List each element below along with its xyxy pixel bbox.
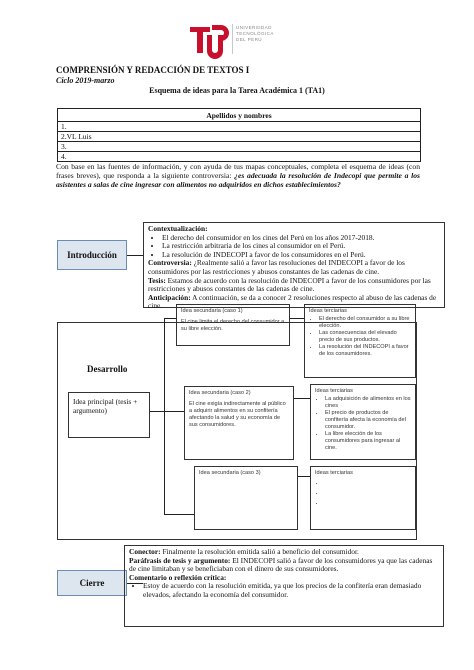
logo-wordmark [236,25,274,43]
secondary-text: El cine limita el derecho del consumidor a su libre elección. [181,319,285,332]
tertiary-list [315,478,411,508]
tesis-text: Estamos de acuerdo con la resolución de INDECOPI a favor de los consumidores por las restricciones y abusos constantes de las cadenas de cine. [148,275,431,294]
names-row-2: 2.VL Luis [58,132,421,142]
cycle-label: Ciclo 2019-marzo [56,76,115,85]
introduccion-label: Introducción [57,240,127,270]
connector-tertiary-2 [294,398,310,399]
main-idea-box: Idea principal (tesis + argumento) [68,392,150,438]
connector-case-1 [164,318,176,319]
controversy-question: ¿es adecuada la resolución de Indecopi que permite a los asistentes a salas de cine ingresar con alimentos no adquiridos en dichos establecimientos? [56,171,420,190]
controversia-label: Controversia: [148,258,192,268]
instructions-paragraph [56,162,420,190]
tertiary-item [325,478,411,488]
controversia-paragraph [148,259,440,276]
parafrasis-label: Paráfrasis de tesis y argumento: [129,555,231,565]
desarrollo-label: Desarrollo [87,364,128,374]
secondary-idea-case-2 [184,386,294,460]
secondary-text: El cine exigía indirectamente al público a adquirir alimentos en su confitería afectando la salud y su economía de sus consumidores. [189,401,286,428]
tertiary-item [325,498,411,508]
tertiary-item: • La resolución del INDECOPI a favor de los consumidores. [319,344,411,358]
tertiary-item [325,488,411,498]
main-connector [150,411,164,412]
tertiary-title: Ideas terciarias [315,388,353,394]
context-item: • El derecho del consumidor en los cines del Perú en los años 2017-2018. [162,234,440,243]
context-list [148,234,440,260]
connector-tertiary-1 [290,318,304,319]
anticipacion-text: A continuación, se da a conocer 2 resoluciones respecto al abuso de las cadenas de cine. [148,292,437,311]
connector-case-2 [164,411,184,412]
course-title: COMPRENSIÓN Y REDACCIÓN DE TEXTOS I [56,65,250,75]
secondary-idea-case-1 [176,304,290,346]
context-title: Contextualización: [148,224,208,233]
tertiary-ideas-case-2 [310,384,416,460]
tertiary-title: Ideas terciarias [315,470,353,476]
anticipacion-label: Anticipación: [148,292,191,302]
intro-connector [127,255,143,256]
names-row-4: 4. [58,152,421,162]
tertiary-item: • La libre elección de los consumidores para ingresar al cine. [325,431,411,452]
secondary-title: Idea secundaria (caso 3) [199,470,261,476]
conector-text: Finalmente la resolución emitida salió a beneficio del consumidor. [160,547,359,556]
tertiary-list [315,396,411,452]
secondary-title: Idea secundaria (caso 2) [189,390,251,396]
tertiary-item: • El derecho del consumidor a su libre elección. [319,316,411,330]
tertiary-title: Ideas terciarias [309,308,347,314]
names-row-3: 3. [58,142,421,152]
vertical-connector [164,318,165,514]
secondary-title: Idea secundaria (caso 1) [181,308,243,314]
instructions-text: Con base en las fuentes de información, y con ayuda de tus mapas conceptuales, completa el esquema de ideas (con frases breves), que responda a la siguiente controversia: [56,162,420,181]
tertiary-ideas-case-3 [310,466,416,530]
comentario-item: • Estoy de acuerdo con la resolución emitida, ya que los precios de la confitería eran demasiado elevados, afectando la economía del consumidor. [143,582,439,599]
tertiary-item: • La adquisición de alimentos en los cines [325,396,411,410]
controversia-text: ¿Realmente salió a favor las resoluciones del INDECOPI a favor de los consumidores por las restricciones y abusos constantes de las cadenas de cine. [148,258,405,276]
tesis-label: Tesis: [148,275,166,285]
comentario-list [129,582,439,599]
names-table [57,108,421,162]
document-subtitle: Esquema de ideas para la Tarea Académica 1 (TA1) [149,86,325,95]
cierre-box [124,545,444,627]
connector-tertiary-3 [298,476,310,477]
names-table-header: Apellidos y nombres [58,109,421,122]
utp-logo-icon [188,21,230,59]
logo-line-3: DEL PERÚ [236,37,263,42]
logo-line-2: TECNOLÓGICA [236,31,274,36]
cierre-label: Cierre [57,570,127,596]
comentario-label: Comentario o reflexión crítica: [129,572,227,582]
tertiary-ideas-case-1 [304,304,416,378]
conector-label: Conector: [129,547,161,556]
logo-divider [232,24,233,54]
tertiary-list [309,316,411,358]
parafrasis-paragraph [129,557,439,574]
tesis-paragraph [148,277,440,294]
secondary-idea-case-3 [194,466,298,530]
context-item: • La resolución de INDECOPI a favor de los consumidores en el Perú. [162,251,440,260]
tertiary-item: • El precio de productos de confitería afecta la economía del consumidor. [325,410,411,431]
logo-line-1: UNIVERSIDAD [236,25,272,30]
names-row-1: 1. [58,122,421,132]
parafrasis-text: El INDECOPI salió a favor de los consumidores ya que las cadenas de cine limitaban y se beneficiaban con el dinero de sus consumidores. [129,555,433,574]
context-item: • La restricción arbitraria de los cines al consumidor en el Perú. [162,242,440,251]
tertiary-item: • Las consecuencias del elevado precio de sus productos. [319,330,411,344]
connector-case-3 [164,514,194,515]
